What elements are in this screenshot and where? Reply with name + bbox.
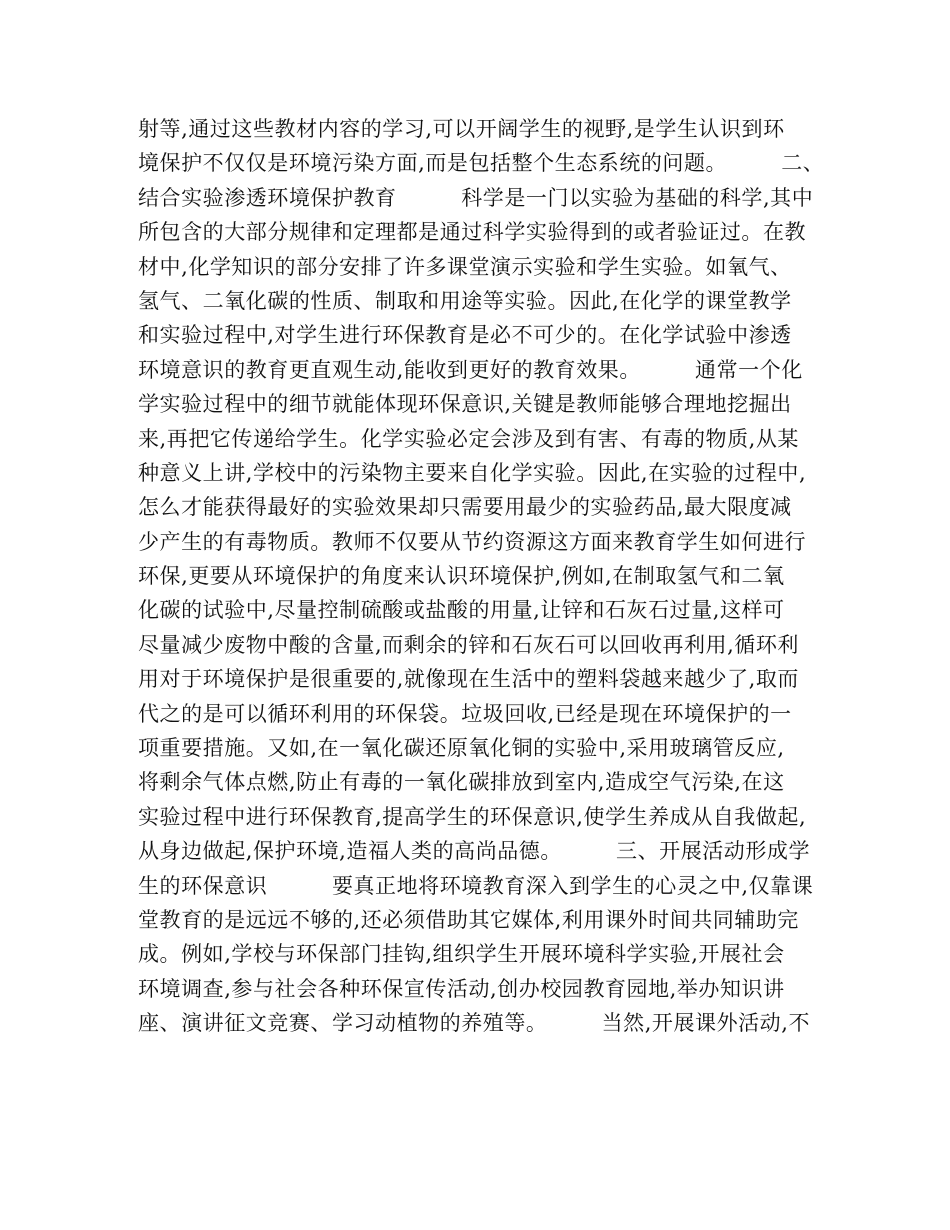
text-line: 座、演讲征文竞赛、学习动植物的养殖等。 当然,开展课外活动,不: [138, 1011, 810, 1036]
text-line: 堂教育的是远远不够的,还必须借助其它媒体,利用课外时间共同辅助完: [138, 907, 799, 932]
text-line: 境保护不仅仅是环境污染方面,而是包括整个生态系统的问题。 二、: [138, 151, 825, 176]
text-line: 来,再把它传递给学生。化学实验必定会涉及到有害、有毒的物质,从某: [138, 426, 799, 451]
text-line: 种意义上讲,学校中的污染物主要来自化学实验。因此,在实验的过程中,: [138, 460, 807, 485]
text-line: 材中,化学知识的部分安排了许多课堂演示实验和学生实验。如氧气、: [138, 254, 792, 279]
text-line: 实验过程中进行环保教育,提高学生的环保意识,使学生养成从自我做起,: [138, 804, 807, 829]
text-line: 生的环保意识 要真正地将环境教育深入到学生的心灵之中,仅靠课: [138, 873, 814, 898]
text-line: 结合实验渗透环境保护教育 科学是一门以实验为基础的科学,其中: [138, 185, 814, 210]
text-line: 学实验过程中的细节就能体现环保意识,关键是教师能够合理地挖掘出: [138, 392, 792, 417]
text-line: 项重要措施。又如,在一氧化碳还原氧化铜的实验中,采用玻璃管反应,: [138, 736, 785, 761]
text-line: 环境调查,参与社会各种环保宣传活动,创办校园教育园地,举办知识讲: [138, 976, 785, 1001]
text-line: 化碳的试验中,尽量控制硫酸或盐酸的用量,让锌和石灰石过量,这样可: [138, 598, 785, 623]
text-line: 和实验过程中,对学生进行环保教育是必不可少的。在化学试验中渗透: [138, 323, 792, 348]
text-line: 环境意识的教育更直观生动,能收到更好的教育效果。 通常一个化: [138, 357, 803, 382]
text-line: 成。例如,学校与环保部门挂钩,组织学生开展环境科学实验,开展社会: [138, 942, 785, 967]
text-line: 少产生的有毒物质。教师不仅要从节约资源这方面来教育学生如何进行: [138, 529, 807, 554]
text-line: 用对于环境保护是很重要的,就像现在生活中的塑料袋越来越少了,取而: [138, 667, 799, 692]
text-line: 所包含的大部分规律和定理都是通过科学实验得到的或者验证过。在教: [138, 220, 807, 245]
text-line: 怎么才能获得最好的实验效果却只需要用最少的实验药品,最大限度减: [138, 495, 792, 520]
text-line: 将剩余气体点燃,防止有毒的一氧化碳排放到室内,造成空气污染,在这: [138, 770, 785, 795]
text-line: 氢气、二氧化碳的性质、制取和用途等实验。因此,在化学的课堂教学: [138, 288, 792, 313]
text-line: 从身边做起,保护环境,造福人类的高尚品德。 三、开展活动形成学: [138, 839, 810, 864]
text-line: 尽量减少废物中酸的含量,而剩余的锌和石灰石可以回收再利用,循环利: [138, 632, 799, 657]
body-text: [138, 112, 828, 1041]
text-line: 射等,通过这些教材内容的学习,可以开阔学生的视野,是学生认识到环: [138, 117, 785, 141]
text-line: 代之的是可以循环利用的环保袋。垃圾回收,已经是现在环境保护的一: [138, 701, 792, 726]
text-line: 环保,更要从环境保护的角度来认识环境保护,例如,在制取氢气和二氧: [138, 564, 785, 589]
